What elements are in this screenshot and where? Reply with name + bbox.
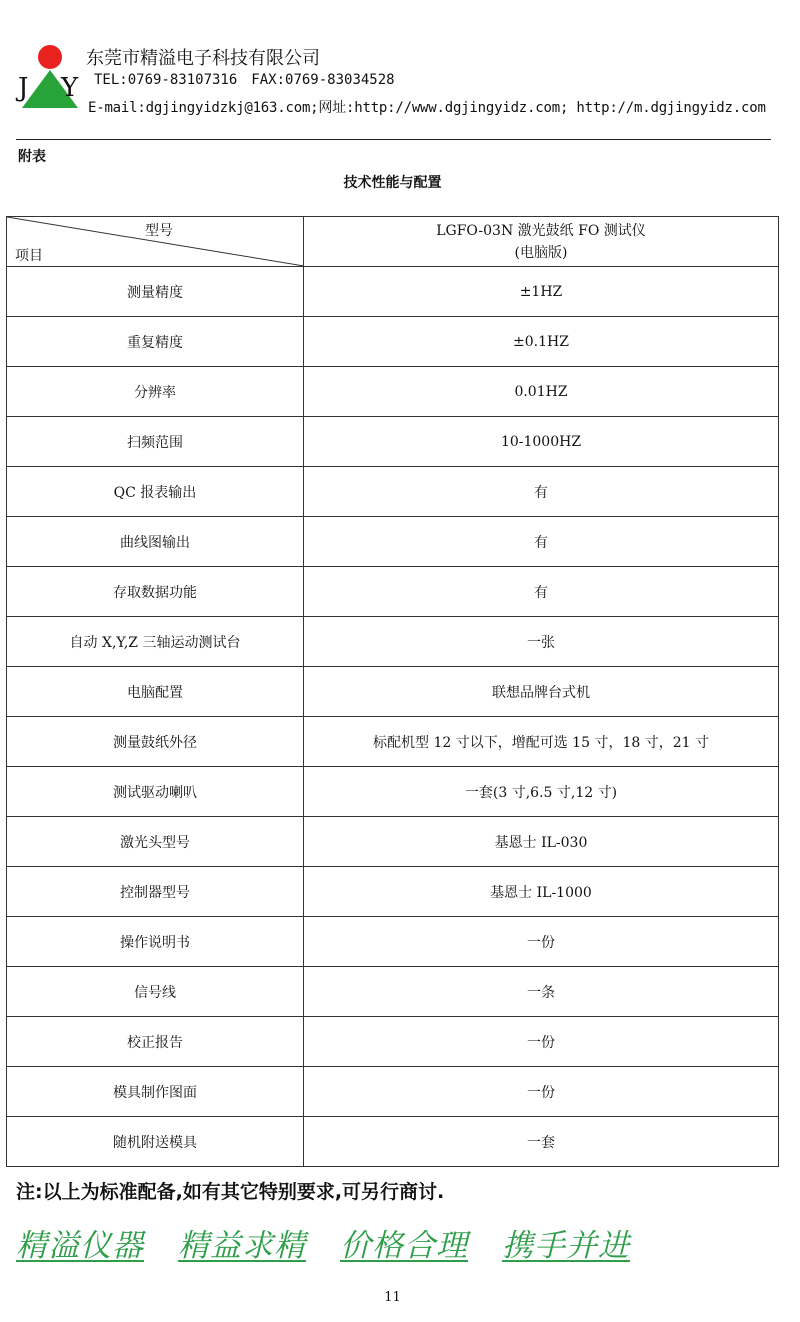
- table-row: [7, 717, 779, 767]
- table-row: [7, 417, 779, 467]
- model-cell: [304, 217, 779, 267]
- tel-number: TEL:0769-83107316: [94, 72, 238, 88]
- fax-number: FAX:0769-83034528: [251, 72, 395, 88]
- header-diagonal-cell: [7, 217, 304, 267]
- row-value: 有: [304, 467, 779, 517]
- row-item: 控制器型号: [7, 867, 304, 917]
- table-row: [7, 917, 779, 967]
- row-value: 标配机型 12 寸以下，增配可选 15 寸，18 寸，21 寸: [304, 717, 779, 767]
- row-value: ±0.1HZ: [304, 317, 779, 367]
- logo-letter-j: J: [18, 73, 29, 103]
- row-value: 一条: [304, 967, 779, 1017]
- row-value: 一份: [304, 1017, 779, 1067]
- row-item: 自动 X,Y,Z 三轴运动测试台: [7, 617, 304, 667]
- row-item: 操作说明书: [7, 917, 304, 967]
- slogan-3: 价格合理: [340, 1228, 468, 1264]
- row-item: 随机附送模具: [7, 1117, 304, 1167]
- row-value: 基恩士 IL-030: [304, 817, 779, 867]
- model-name: LGFO-03N 激光鼓纸 FO 测试仪: [436, 222, 646, 239]
- row-value: 联想品牌台式机: [304, 667, 779, 717]
- row-item: 电脑配置: [7, 667, 304, 717]
- row-value: 10-1000HZ: [304, 417, 779, 467]
- table-row: [7, 567, 779, 617]
- row-item: 模具制作图面: [7, 1067, 304, 1117]
- header-type-label: 型号: [145, 223, 173, 239]
- table-row: [7, 517, 779, 567]
- table-row: [7, 967, 779, 1017]
- row-item: 扫频范围: [7, 417, 304, 467]
- email-website-line: E-mail:dgjingyidzkj@163.com;网址:http://www.dgjingyidz.com; http://m.dgjingyidz.com: [88, 100, 766, 116]
- header-divider: [16, 139, 771, 140]
- row-item: 校正报告: [7, 1017, 304, 1067]
- row-item: 重复精度: [7, 317, 304, 367]
- row-value: 一份: [304, 1067, 779, 1117]
- row-value: 有: [304, 517, 779, 567]
- company-name: 东莞市精溢电子科技有限公司: [86, 48, 320, 69]
- table-row: [7, 467, 779, 517]
- page-number: 11: [384, 1290, 401, 1305]
- table-row: [7, 867, 779, 917]
- contact-line: [94, 72, 395, 88]
- table-row: [7, 767, 779, 817]
- table-row: [7, 317, 779, 367]
- table-row: [7, 1017, 779, 1067]
- row-value: 一份: [304, 917, 779, 967]
- row-item: 分辨率: [7, 367, 304, 417]
- row-value: ±1HZ: [304, 267, 779, 317]
- row-item: 信号线: [7, 967, 304, 1017]
- table-row: [7, 617, 779, 667]
- table-row: [7, 667, 779, 717]
- table-header-row: [7, 217, 779, 267]
- table-row: [7, 267, 779, 317]
- table-row: [7, 1117, 779, 1167]
- spec-table: [6, 216, 779, 1167]
- row-value: 一套(3 寸,6.5 寸,12 寸): [304, 767, 779, 817]
- model-edition: (电脑版): [514, 244, 568, 261]
- slogan-4: 携手并进: [502, 1228, 630, 1264]
- table-row: [7, 1067, 779, 1117]
- table-title: 技术性能与配置: [343, 175, 442, 191]
- slogan-1: 精溢仪器: [16, 1228, 144, 1264]
- logo-letter-y: Y: [61, 73, 79, 103]
- company-logo: [14, 44, 86, 110]
- row-value: 一张: [304, 617, 779, 667]
- table-row: [7, 817, 779, 867]
- row-value: 有: [304, 567, 779, 617]
- header-item-label: 项目: [15, 248, 43, 264]
- slogan-2: 精益求精: [178, 1228, 306, 1264]
- row-value: 一套: [304, 1117, 779, 1167]
- row-value: 0.01HZ: [304, 367, 779, 417]
- row-item: 测试驱动喇叭: [7, 767, 304, 817]
- row-item: 测量鼓纸外径: [7, 717, 304, 767]
- row-item: 存取数据功能: [7, 567, 304, 617]
- row-item: 测量精度: [7, 267, 304, 317]
- row-item: QC 报表输出: [7, 467, 304, 517]
- row-item: 激光头型号: [7, 817, 304, 867]
- row-item: 曲线图输出: [7, 517, 304, 567]
- appendix-label: 附表: [18, 149, 46, 165]
- slogan-line: [16, 1220, 630, 1265]
- footnote: 注:以上为标准配备,如有其它特别要求,可另行商讨.: [16, 1181, 445, 1203]
- table-row: [7, 367, 779, 417]
- row-value: 基恩士 IL-1000: [304, 867, 779, 917]
